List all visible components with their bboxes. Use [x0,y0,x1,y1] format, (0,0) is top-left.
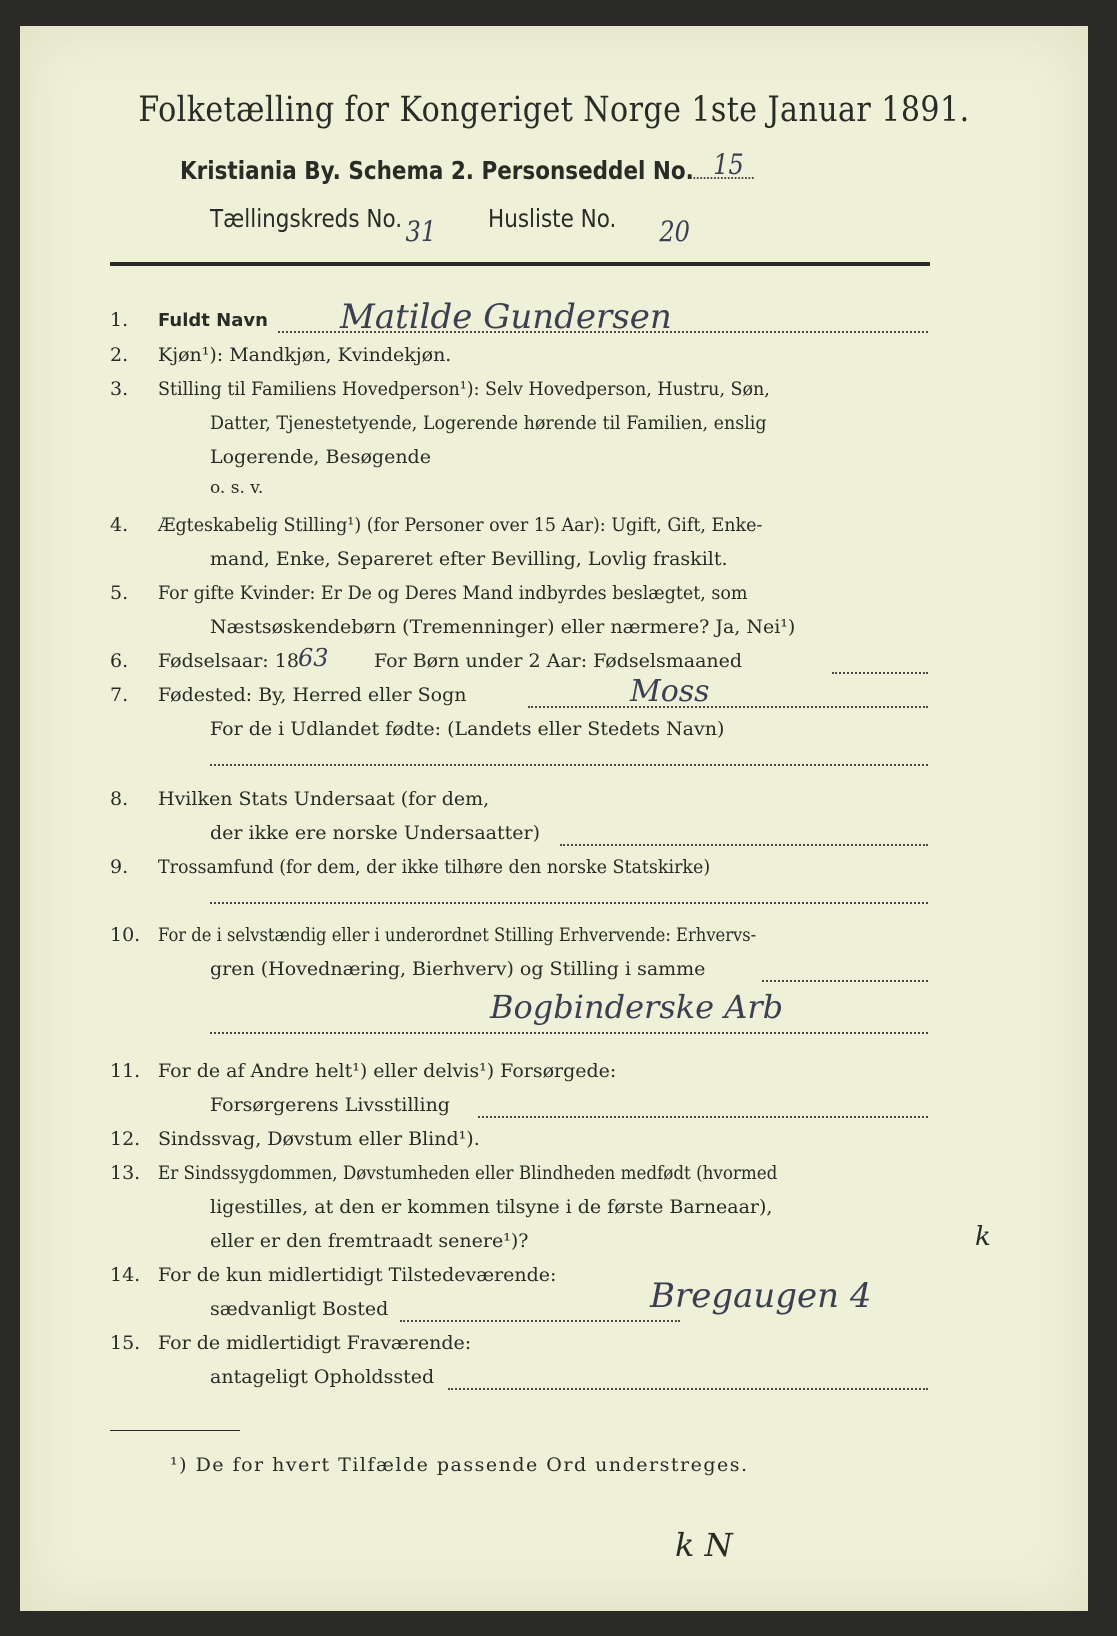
item-number: 13. [110,1162,141,1184]
item-number: 4. [110,514,129,536]
item-label: Ægteskabelig Stilling¹) (for Personer over 15 Aar): Ugift, Gift, Enke- [158,514,763,536]
footnote: ¹) De for hvert Tilfælde passende Ord understreges. [170,1454,749,1476]
item-label: Hvilken Stats Undersaat (for dem, [158,788,490,810]
item-label: Kjøn¹): Mandkjøn, Kvindekjøn. [158,344,452,366]
subtitle-text: Kristiania By. Schema 2. Personseddel No. [180,156,694,185]
item-label: For de af Andre helt¹) eller delvis¹) Forsørgede: [158,1060,617,1082]
husliste-number: 20 [659,215,691,248]
item-label: For gifte Kvinder: Er De og Deres Mand indbyrdes beslægtet, som [158,582,748,604]
form-subtitle-2 [210,204,694,248]
item-number: 5. [110,582,129,604]
residence-answer: Bregaugen 4 [650,1276,872,1316]
census-form [20,26,1088,1611]
item-label-cont: sædvanligt Bosted [210,1298,389,1320]
item-label-cont: eller er den fremtraadt senere¹)? [210,1230,529,1252]
husliste-label: Husliste No. [488,204,617,233]
item-number: 7. [110,684,129,706]
item-label: Stilling til Familiens Hovedperson¹): Selv Hovedperson, Hustru, Søn, [158,378,770,400]
item-number: 3. [110,378,129,400]
item-number: 11. [110,1060,141,1082]
footnote-rule [110,1430,240,1431]
item-label: Fødested: By, Herred eller Sogn [158,684,467,706]
item-label: Fuldt Navn [158,310,268,331]
item-number: 15. [110,1332,141,1354]
form-title: Folketælling for Kongeriget Norge 1ste Januar 1891. [138,90,970,130]
item-number: 2. [110,344,129,366]
personseddel-number: 15 [713,148,744,181]
item-label: Fødselsaar: 18 [158,650,299,672]
header-rule [110,262,930,266]
item-label: For de i selvstændig eller i underordnet Stilling Erhvervende: Erhvervs- [158,924,757,946]
item-label-cont: mand, Enke, Separeret efter Bevilling, Lovlig fraskilt. [210,548,728,570]
birth-year-answer: 63 [298,644,329,672]
item-number: 1. [110,309,129,331]
margin-mark: k [975,1222,991,1252]
item-label: For de midlertidigt Fraværende: [158,1332,472,1354]
item-label-cont: der ikke ere norske Undersaatter) [210,822,540,844]
kreds-label: Tællingskreds No. [210,204,403,233]
item-label-cont: For de i Udlandet fødte: (Landets eller Stedets Navn) [210,718,725,740]
item-number: 12. [110,1128,141,1150]
name-answer: Matilde Gundersen [340,297,672,337]
item-label-b: For Børn under 2 Aar: Fødselsmaaned [374,650,743,672]
kreds-number: 31 [405,215,437,248]
item-label-cont: Datter, Tjenestetyende, Logerende hørende til Familien, enslig [210,412,767,434]
occupation-answer: Bogbinderske Arb [490,988,784,1026]
item-label: For de kun midlertidigt Tilstedeværende: [158,1264,557,1286]
item-number: 8. [110,788,129,810]
item-label-cont: Forsørgerens Livsstilling [210,1094,450,1116]
item-label-cont: o. s. v. [210,478,264,498]
item-label-cont: Logerende, Besøgende [210,446,431,468]
item-number: 10. [110,924,141,946]
form-subtitle [180,148,754,185]
item-label-cont: antageligt Opholdssted [210,1366,435,1388]
item-label-cont: ligestilles, at den er kommen tilsyne i de første Barneaar), [210,1196,773,1218]
birthplace-answer: Moss [630,674,710,709]
item-number: 9. [110,856,129,878]
item-label-cont: gren (Hovednæring, Bierhverv) og Stilling i samme [210,958,706,980]
item-label: Trossamfund (for dem, der ikke tilhøre den norske Statskirke) [158,856,711,878]
initials-mark: k N [675,1526,733,1564]
item-label-cont: Næstsøskendebørn (Tremenninger) eller nærmere? Ja, Nei¹) [210,616,796,638]
item-label: Er Sindssygdommen, Døvstumheden eller Blindheden medfødt (hvormed [158,1162,778,1184]
item-number: 14. [110,1264,141,1286]
item-number: 6. [110,650,129,672]
item-label: Sindssvag, Døvstum eller Blind¹). [158,1128,480,1150]
